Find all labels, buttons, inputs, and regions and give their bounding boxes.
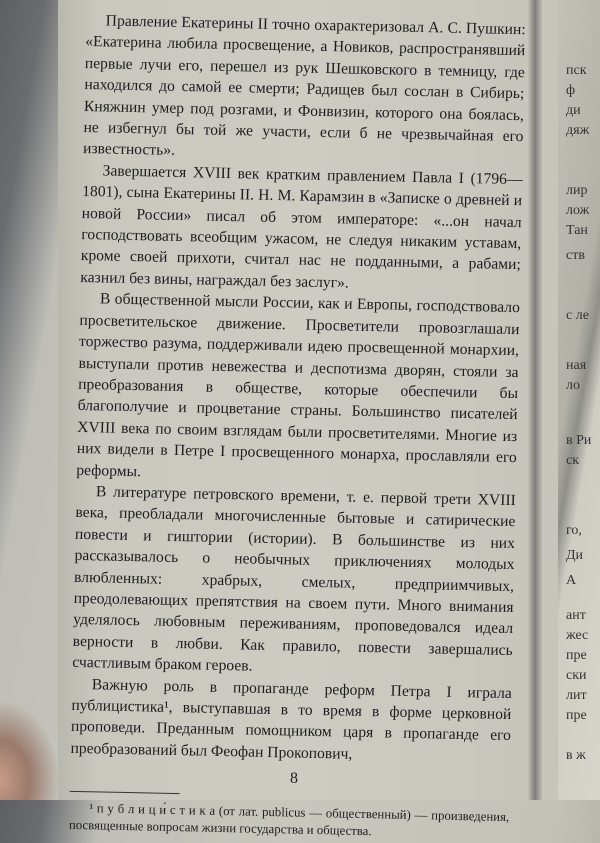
right-fragment: ди [566,103,581,118]
text-column [69,10,526,843]
right-fragment: жес [566,628,589,643]
right-fragment: ски [566,668,587,683]
footnote-rule [70,791,180,794]
right-fragment: ск [566,453,580,468]
paragraph-5: Важную роль в пропаганде реформ Петра I играла публицистика¹, выступавшая в то время в форме церковной проповеди. Преданным помощником царя в пропаганде его преобразований был Феофан Прокопович, [70,675,512,763]
right-fragment: в Ри [566,433,592,448]
book-gutter [528,0,542,800]
right-fragment: с ле [566,308,589,323]
paragraph-1: Правление Екатерины II точно охарактеризовал А. С. Пушкин: «Екатерина любила просвещение, а Новиков, распространявший первые лучи его, перешел из рук Шешковского в темницу, где находился до самой ее смерти; Радищев был сослан в Сибирь; Княжнин умер под розгами, и Фонвизин, которого она боялась, не избегнул бы той же участи, если б не чрезвычайная его известность». [82,12,526,160]
right-fragment: дяж [566,123,590,138]
right-fragment: в ж [566,748,586,763]
right-page-edge [560,0,600,800]
right-fragment: пре [566,648,587,663]
right-fragment: пре [566,708,587,723]
right-fragment: лож [566,203,590,218]
right-fragment: ф [566,83,576,98]
right-fragment: лир [566,183,588,198]
right-fragment: пск [566,63,587,78]
finger-shadow [0,700,60,800]
right-fragment: ная [566,358,587,373]
footnote: ¹ п у б л и ц и́ с т и к а (от лат. publicus — общественный) — произведения, посвященные вопросам жизни государства и общества. [68,801,510,839]
right-fragment: Тан [566,223,588,238]
paragraph-2: Завершается XVIII век кратким правлением Павла I (1796—1801), сына Екатерины II. Н. М. Карамзин в «Записке о древней и новой России» писал об этом императоре: «...он начал господствовать всеобщим ужасом, не следуя никаким уставам, кроме своей прихоти, считал нас не подданными, а рабами; казнил без вины, награждал без заслуг». [80,162,523,292]
right-fragment: ло [566,378,580,393]
paragraph-4: В литературе петровского времени, т. е. первой трети XVIII века, преобладали многочисленные бытовые и сатирические повести и гиштории (истории). В большинстве из них рассказывалось о необычных приключениях молодых влюбленных: храбрых, смелых, предприимчивых, преодолевающих препятствия на своем пути. Много внимания уделялось любовным переживаниям, проповедовался идеал верности в любви. Как правило, повести завершались счастливым браком героев. [72,483,516,675]
page-number: 8 [290,770,298,787]
right-fragment: А [566,573,577,588]
right-fragment: Ди [566,548,584,563]
right-fragment: ант [566,608,586,623]
right-fragment: ств [566,248,585,263]
right-fragment: го, [566,523,582,538]
right-fragment: лит [566,688,587,703]
paragraph-3: В общественной мысли России, как и Европы, господствовало просветительское движение. Просветители провозглашали торжество разума, поддерживали идею просвещенной монархии, выступали против невежества и деспотизма дворян, стояли за преобразования в обществе, которые обеспечили бы благополучие и процветание страны. Большинство писателей XVIII века по своим взглядам были просветителями. Многие из них видели в Петре I просвещенного монарха, прославляли его реформы. [76,290,521,480]
